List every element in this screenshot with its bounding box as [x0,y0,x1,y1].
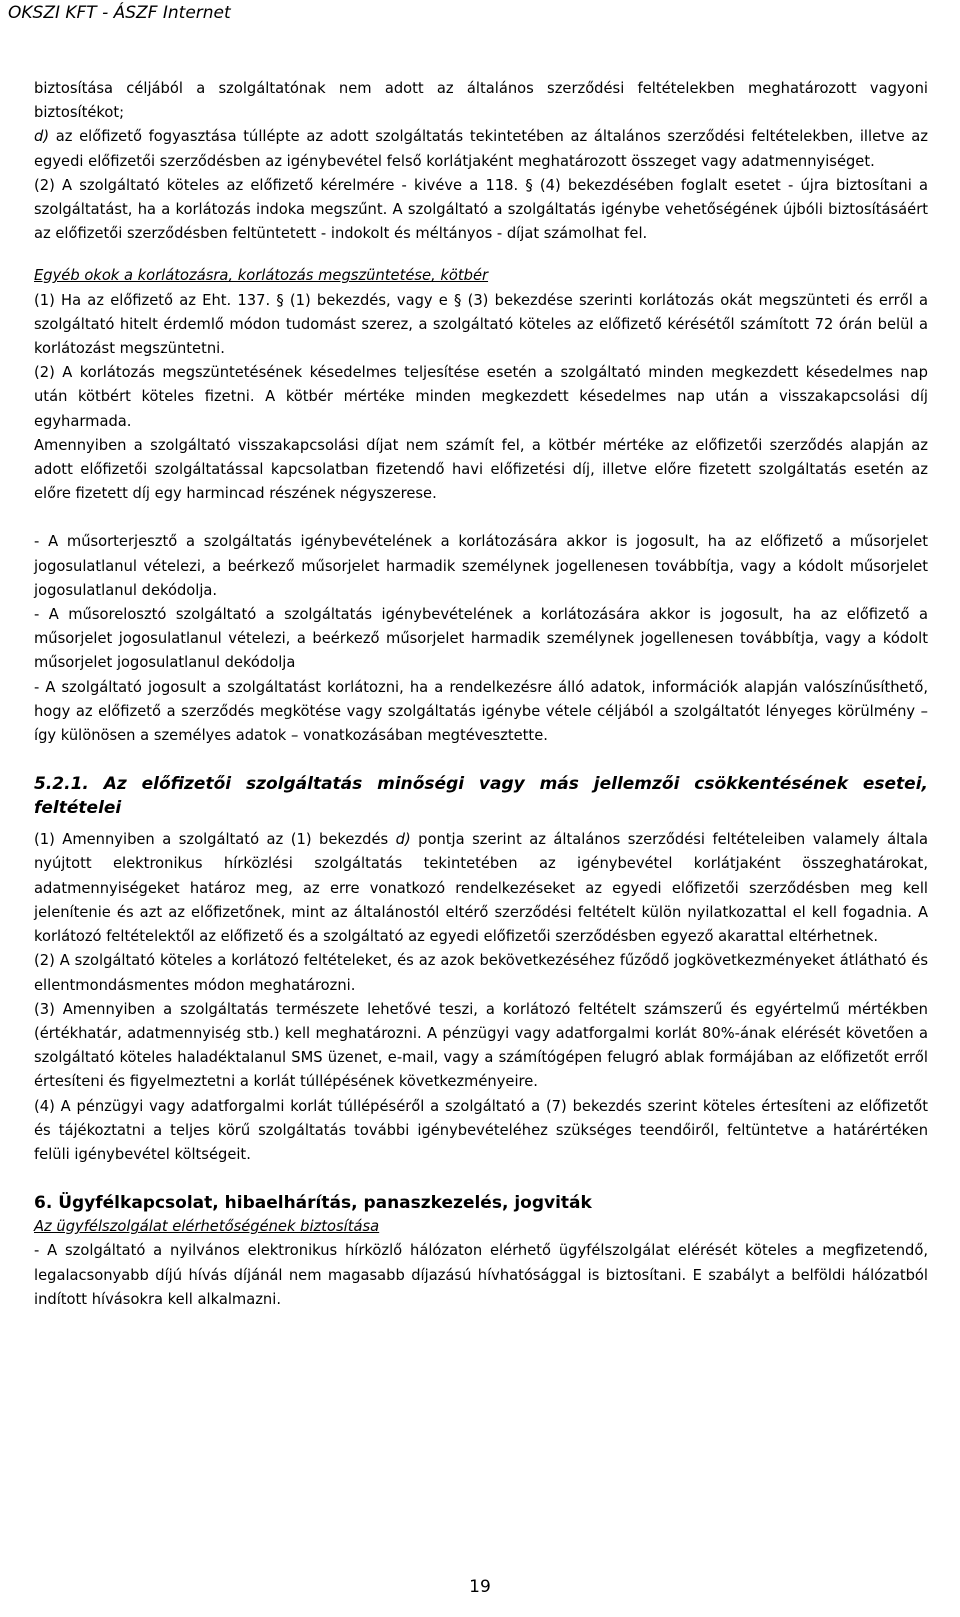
paragraph: (2) A szolgáltató köteles az előfizető kérelmére - kivéve a 118. § (4) bekezdésében foglalt esetet - újra biztosítani a szolgáltatást, ha a korlátozás indoka megszűnt. A szolgáltató a szolgáltatás igénybe vehetőségének újbóli biztosításáért az előfizetői szerződésben feltüntetett - indokolt és méltányos - díjat számolhat fel. [34,176,928,243]
paragraph: Amennyiben a szolgáltató visszakapcsolási díjat nem számít fel, a kötbér mértéke az előfizetői szerződés alapján az adott előfizetői szolgáltatással kapcsolatban fizetendő havi előfizetési díj, illetve előre fizetett szolgáltatás esetén az előre fizetett díj egy harmincad részének négyszerese. [34,436,928,503]
document-body [34,77,928,1312]
paragraph-text: (1) Amennyiben a szolgáltató az (1) bekezdés [34,831,396,849]
section-heading-6: 6. Ügyfélkapcsolat, hibaelhárítás, panaszkezelés, jogviták [34,1193,592,1214]
paragraph: (4) A pénzügyi vagy adatforgalmi korlát túllépéséről a szolgáltató a (7) bekezdés szerint köteles értesíteni az előfizetőt és tájékoztatni a teljes körű szolgáltatás további igénybevételéhez szükséges teendőiről, feltüntetve a határértéken felüli igénybevétel költségeit. [34,1097,928,1163]
subheading-other-reasons: Egyéb okok a korlátozásra, korlátozás megszüntetése, kötbér [34,267,489,285]
paragraph [34,125,928,173]
paragraph: (3) Amennyiben a szolgáltatás természete lehetővé teszi, a korlátozó feltételt számszerű és egyértelmű mértékben (értékhatár, adatmennyiség stb.) kell meghatározni. A pénzügyi vagy adatforgalmi korlát 80%-ának elérését követően a szolgáltató köteles haladéktalanul SMS üzenet, e-mail, vagy a számítógépen felugró ablak formájában az előfizetőt erről értesíteni és figyelmeztetni a korlát túllépésének következményeire. [34,1000,928,1091]
subheading-service-availability: Az ügyfélszolgálat elérhetőségének biztosítása [34,1218,380,1236]
paragraph: biztosítása céljából a szolgáltatónak nem adott az általános szerződési feltételekben meghatározott vagyoni biztosítékot; [34,80,928,122]
paragraph: - A szolgáltató jogosult a szolgáltatást korlátozni, ha a rendelkezésre álló adatok, információk alapján valószínűsíthető, hogy az előfizető a szerződés megkötése vagy szolgáltatás igénybe vétele céljából a szolgáltatót lényeges körülmény – így különösen a személyes adatok – vonatkozásában megtévesztette. [34,678,928,745]
point-label: d) [395,831,411,849]
paragraph [34,828,928,949]
paragraph-text: pontja szerint az általános szerződési feltételeiben valamely általa nyújtott elektronikus hírközlési szolgáltatás tekintetében az igénybevétel korlátjaként összeghatárokat, adatmennyiségeket határoz meg, az erre vonatkozó rendelkezéseket az egyedi előfizetői szerződésben meg kell jelenítenie és azt az előfizetőnek, mint az általánostól eltérő szerződési feltételt külön nyilatkozattal el kell fogadnia. A korlátozó feltételektől az előfizető és a szolgáltató az egyedi előfizetői szerződésben egyező akarattal eltérhetnek. [34,831,928,946]
paragraph: (2) A korlátozás megszüntetésének késedelmes teljesítése esetén a szolgáltató minden megkezdett késedelmes nap után kötbért köteles fizetni. A kötbér mértéke minden megkezdett késedelmes nap után a visszakapcsolási díj egyharmada. [34,364,928,430]
paragraph: - A műsorelosztó szolgáltató a szolgáltatás igénybevételének a korlátozására akkor is jogosult, ha az előfizető a műsorjelet jogosulatlanul vételezi, a beérkező műsorjelet harmadik személynek jogellenesen továbbítja, vagy a kódolt műsorjelet jogosulatlanul dekódolja [34,606,928,672]
section-heading-5-2-1: 5.2.1. Az előfizetői szolgáltatás minőségi vagy más jellemzői csökkentésének esetei, feltételei [34,774,928,819]
paragraph: (2) A szolgáltató köteles a korlátozó feltételeket, és az azok bekövetkezéséhez fűződő jogkövetkezményeket átlátható és ellentmondásmentes módon meghatározni. [34,952,928,994]
paragraph: - A szolgáltató a nyilvános elektronikus hírközlő hálózaton elérhető ügyfélszolgálat elérését köteles a megfizetendő, legalacsonyabb díjú hívás díjánál nem magasabb díjazású hívhatósággal is biztosítani. E szabályt a belföldi hálózatból indított hívásokra kell alkalmazni. [34,1242,928,1308]
document-header: OKSZI KFT - ÁSZF Internet [8,3,231,23]
paragraph: (1) Ha az előfizető az Eht. 137. § (1) bekezdés, vagy e § (3) bekezdése szerinti korlátozás okát megszünteti és erről a szolgáltató hitelt érdemlő módon tudomást szerez, a szolgáltató köteles az előfizető kérésétől számított 72 órán belül a korlátozást megszüntetni. [34,291,928,358]
paragraph-text: az előfizető fogyasztása túllépte az adott szolgáltatás tekintetében az általános szerződési feltételekben, illetve az egyedi előfizetői szerződésben az igénybevétel felső korlátjaként meghatározott összeget vagy adatmennyiséget. [34,128,928,170]
point-label: d) [34,128,50,146]
paragraph: - A műsorterjesztő a szolgáltatás igénybevételének a korlátozására akkor is jogosult, ha az előfizető a műsorjelet jogosulatlanul vételezi, a beérkező műsorjelet harmadik személynek jogellenesen továbbítja, vagy a kódolt műsorjelet jogosulatlanul dekódolja. [34,533,928,599]
page-number: 19 [469,1577,491,1597]
